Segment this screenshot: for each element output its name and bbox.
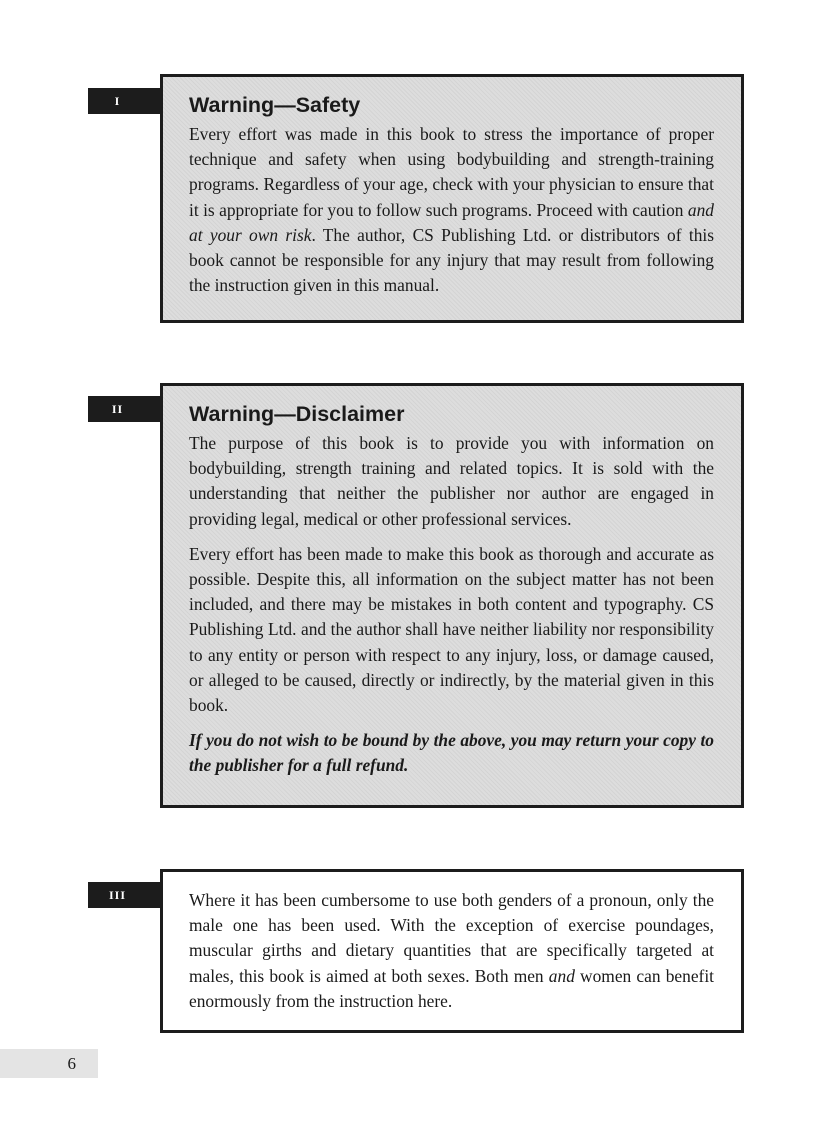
- warning-safety-text-start: Every effort was made in this book to stress the importance of proper technique and safety when using bodybuilding and strength-training programs. Regardless of your age, check with your physician to ensure that it is appropriate for you to follow such programs. Proceed with caution: [189, 124, 714, 220]
- section-tab-iii: III: [88, 882, 161, 908]
- page-number: 6: [0, 1049, 98, 1078]
- section-tab-ii: II: [88, 396, 161, 422]
- warning-safety-paragraph: [189, 122, 714, 298]
- gender-note-box: [160, 869, 744, 1033]
- warning-safety-italic-text: and at your own risk: [189, 199, 714, 245]
- warning-disclaimer-heading: Warning—Disclaimer: [189, 402, 405, 426]
- disclaimer-paragraph-1: The purpose of this book is to provide you with information on bodybuilding, strength training and related topics. It is sold with the understanding that neither the publisher nor author are engaged in providing legal, medical or other professional services.: [189, 433, 714, 529]
- gender-note-text-start: Where it has been cumbersome to use both genders of a pronoun, only the male one has been used. With the exception of exercise poundages, muscular girths and dietary quantities that are specifically targeted at males, this book is aimed at both sexes. Both men: [189, 890, 714, 986]
- warning-safety-heading: Warning—Safety: [189, 93, 361, 117]
- gender-note-paragraph: [189, 888, 714, 1014]
- gender-note-text-end: women can benefit enormously from the instruction here.: [189, 965, 714, 1011]
- warning-safety-box: [160, 74, 744, 323]
- disclaimer-paragraph-2: Every effort has been made to make this book as thorough and accurate as possible. Despite this, all information on the subject matter has not been included, and there may be mistakes in both content and typography. CS Publishing Ltd. and the author shall have neither liability nor responsibility to any entity or person with respect to any injury, loss, or damage caused, or alleged to be caused, directly or indirectly, by the material given in this book.: [189, 543, 714, 716]
- section-tab-i: I: [88, 88, 161, 114]
- warning-disclaimer-box: [160, 383, 744, 808]
- refund-notice: If you do not wish to be bound by the above, you may return your copy to the publisher for a full refund.: [189, 730, 714, 776]
- warning-safety-text-end: . The author, CS Publishing Ltd. or distributors of this book cannot be responsible for any injury that may result from following the instruction given in this manual.: [189, 224, 714, 296]
- gender-note-italic-text: and: [548, 965, 575, 986]
